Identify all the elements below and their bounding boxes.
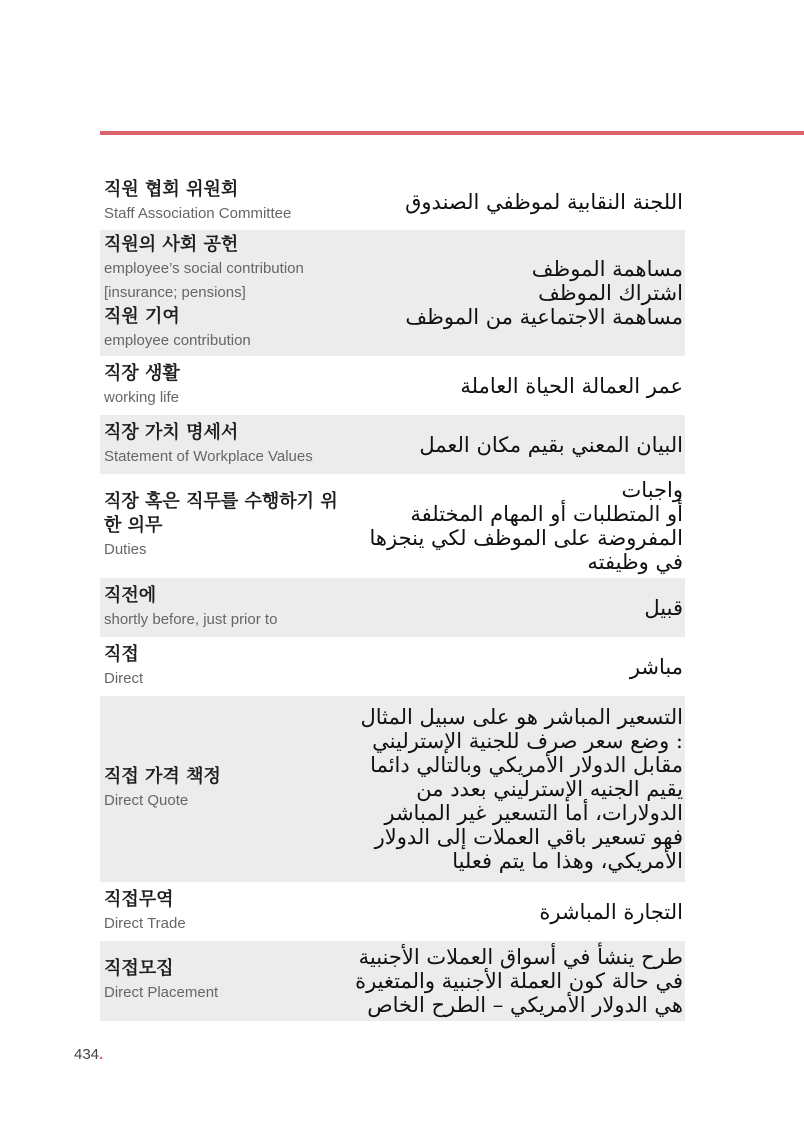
korean-term: 직접 가격 책정 [104, 766, 221, 787]
term-arabic-column [355, 190, 685, 214]
term-korean-column [100, 765, 350, 813]
arabic-term: اشتراك الموظف [538, 281, 683, 305]
english-term: working life [104, 388, 180, 406]
page-number [74, 1046, 103, 1063]
english-term: shortly before, just prior to [104, 610, 278, 628]
arabic-term: أو المتطلبات أو المهام المختلفة المفروضة على الموظف لكي ينجزها في وظيفته [369, 502, 683, 574]
term-korean-column [100, 957, 350, 1005]
korean-term: 직원 기여 [104, 306, 180, 327]
arabic-term: قبيل [644, 595, 683, 620]
arabic-term: واجبات [621, 478, 683, 502]
korean-term: 직접 [104, 643, 139, 665]
term-arabic-column [355, 705, 685, 873]
arabic-term: مساهمة الاجتماعية من الموظف [405, 305, 683, 329]
english-term: Staff Association Committee [104, 205, 292, 222]
arabic-term: مساهمة الموظف [531, 257, 683, 281]
english-term: Duties [104, 541, 147, 558]
term-arabic-column [355, 596, 685, 620]
korean-term: 직원의 사회 공헌 [104, 234, 239, 255]
glossary-row [100, 882, 685, 941]
korean-term: 직접모집 [104, 958, 174, 979]
glossary-row [100, 696, 685, 882]
arabic-term: مباشر [629, 654, 683, 679]
term-arabic-column [355, 478, 685, 574]
korean-term: 직전에 [104, 584, 157, 606]
glossary-row [100, 356, 685, 415]
glossary-row [100, 578, 685, 637]
term-arabic-column [355, 900, 685, 924]
arabic-term: التجارة المباشرة [539, 899, 683, 924]
arabic-term: التسعير المباشر هو على سبيل المثال : وضع سعر صرف للجنية الإسترليني مقابل الدولار الأمريكي وبالتالي دائما يقيم الجنيه الإسترليني بعدد من الدولارات، أما التسعير غير المباشر فهو تسعير باقي العملات إلى الدولار الأمريكي، وهذا ما يتم فعليا [360, 705, 683, 873]
term-arabic-column [355, 433, 685, 457]
glossary-row [100, 637, 685, 696]
glossary-table [100, 174, 685, 1021]
term-korean-column [100, 178, 350, 226]
glossary-row [100, 174, 685, 230]
term-arabic-column [355, 655, 685, 679]
english-term: Direct [104, 669, 144, 687]
english-term: Direct Trade [104, 914, 186, 932]
korean-term: 직접무역 [104, 888, 174, 910]
glossary-row [100, 230, 685, 356]
page-number-dot: . [99, 1046, 104, 1063]
term-arabic-column [355, 257, 685, 329]
english-term: employee’s social contribution [insurance; pensions] [104, 260, 304, 301]
term-korean-column [100, 490, 350, 562]
english-term: Direct Placement [104, 984, 219, 1001]
korean-term: 직원 협회 위원회 [104, 179, 239, 200]
page-number-text: 434 [74, 1046, 100, 1063]
term-korean-column [100, 362, 350, 410]
glossary-row [100, 941, 685, 1021]
glossary-row [100, 474, 685, 578]
arabic-term: البيان المعني بقيم مكان العمل [419, 432, 683, 457]
arabic-term: طرح ينشأ في أسواق العملات الأجنبية في حالة كون العملة الأجنبية والمتغيرة هي الدولار الأمريكي – الطرح الخاص [355, 945, 683, 1017]
term-korean-column [100, 421, 350, 469]
english-term: Statement of Workplace Values [104, 447, 313, 465]
term-korean-column [100, 643, 350, 691]
term-korean-column [100, 888, 350, 936]
header-rule [100, 131, 804, 135]
korean-term: 직장 생활 [104, 362, 180, 384]
term-korean-column [100, 233, 350, 353]
glossary-row [100, 415, 685, 474]
term-korean-column [100, 584, 350, 632]
english-term: Direct Quote [104, 792, 189, 809]
korean-term: 직장 가치 명세서 [104, 421, 239, 443]
arabic-term: عمر العمالة الحياة العاملة [460, 373, 683, 398]
english-term: employee contribution [104, 332, 251, 349]
term-arabic-column [355, 945, 685, 1017]
term-arabic-column [355, 374, 685, 398]
arabic-term: اللجنة النقابية لموظفي الصندوق [405, 190, 683, 214]
korean-term: 직장 혹은 직무를 수행하기 위한 의무 [104, 491, 338, 536]
